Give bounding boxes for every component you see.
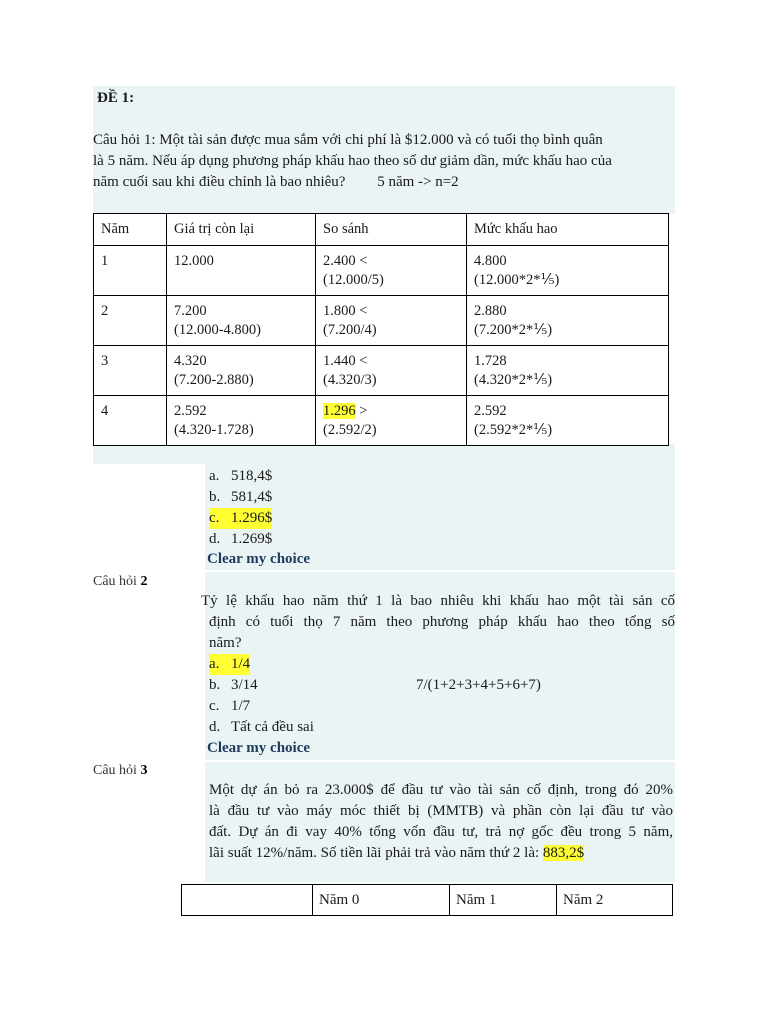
header-nam: Năm [94, 214, 167, 246]
q3-line1: Một dự án bỏ ra 23.000$ để đầu tư vào tài sản cố định, trong đó 20% [209, 782, 673, 798]
table-row [94, 296, 669, 346]
cell-gia-tri [167, 396, 316, 446]
comparison-sign: > [355, 403, 368, 419]
header-nam-0: Năm 0 [313, 885, 450, 916]
q3-number: 3 [140, 763, 148, 778]
table-row [94, 346, 669, 396]
q1-line1: Câu hỏi 1: Một tài sản được mua sắm với chi phí là $12.000 và có tuổi thọ bình quân [93, 132, 603, 148]
option-letter: a. [209, 468, 220, 484]
header-muc-khau-hao: Mức khấu hao [467, 214, 669, 246]
q1-line3-text: năm cuối sau khi điều chỉnh là bao nhiêu? [93, 174, 346, 190]
option-text: 518,4$ [231, 468, 273, 484]
cell-calc: (7.200*2*⅕) [474, 322, 553, 338]
cell-calc: (12.000/5) [323, 272, 384, 288]
q2-line3: năm? [209, 635, 242, 651]
cell-so-sanh [316, 346, 467, 396]
option-text: 581,4$ [231, 489, 273, 505]
q3-line3: đất. Dự án đi vay 40% tổng vốn đầu tư, trả nợ gốc đều trong 5 năm, [209, 824, 673, 840]
header-gia-tri: Giá trị còn lại [167, 214, 316, 246]
cell-calc: (12.000-4.800) [174, 322, 261, 338]
q2-label [93, 572, 147, 592]
q1-option-a[interactable] [209, 466, 272, 487]
option-letter: a. [209, 656, 220, 672]
option-letter: c. [209, 510, 220, 526]
loan-table [181, 884, 673, 916]
option-text: Tất cả đều sai [231, 719, 314, 735]
q3-line2: là đầu tư vào máy móc thiết bị (MMTB) và phần còn lại đầu tư vào [209, 803, 673, 819]
cell-muc-khau-hao [467, 246, 669, 296]
cell-value: 2.400 < [323, 253, 368, 269]
cell-gia-tri [167, 246, 316, 296]
cell-gia-tri [167, 296, 316, 346]
q1-options-panel [93, 444, 675, 464]
cell-value: 1.728 [474, 353, 507, 369]
page-title: ĐỀ 1: [97, 90, 135, 106]
header-nam-2: Năm 2 [557, 885, 673, 916]
q3-answer: 883,2$ [542, 845, 585, 861]
cell-so-sanh [316, 296, 467, 346]
cell-calc: (12.000*2*⅕) [474, 272, 560, 288]
cell-muc-khau-hao [467, 296, 669, 346]
q2-line2: định có tuổi thọ 7 năm theo phương pháp khấu hao theo tổng số [209, 614, 675, 630]
cell-calc: (2.592*2*⅕) [474, 422, 553, 438]
option-text: 1.296$ [231, 510, 273, 526]
cell-value: 1.800 < [323, 303, 368, 319]
q2-number: 2 [140, 574, 148, 589]
cell-so-sanh [316, 246, 467, 296]
option-text: 1/4 [231, 656, 251, 672]
cell-value: 1.440 < [323, 353, 368, 369]
cell-nam: 3 [94, 346, 167, 396]
cell-calc: (2.592/2) [323, 422, 377, 438]
cell-value: 4.800 [474, 253, 507, 269]
option-letter: d. [209, 531, 221, 547]
q1-option-c[interactable] [209, 508, 272, 529]
table-row [94, 246, 669, 296]
q3-line4-text: lãi suất 12%/năm. Số tiền lãi phải trả vào năm thứ 2 là: [209, 845, 543, 861]
header-blank [182, 885, 313, 916]
q1-note: 5 năm -> n=2 [377, 174, 459, 190]
q2-line1: Tỷ lệ khấu hao năm thứ 1 là bao nhiêu khi khấu hao một tài sản cố [201, 593, 675, 609]
cell-calc: (7.200/4) [323, 322, 377, 338]
cell-value: 2.880 [474, 303, 507, 319]
option-letter: b. [209, 677, 221, 693]
cell-muc-khau-hao [467, 346, 669, 396]
cell-nam: 2 [94, 296, 167, 346]
option-letter: d. [209, 719, 221, 735]
cell-value: 12.000 [174, 253, 214, 269]
option-text: 1.269$ [231, 531, 273, 547]
q1-option-d[interactable] [209, 529, 272, 550]
q2-note: 7/(1+2+3+4+5+6+7) [416, 677, 541, 693]
cell-nam: 1 [94, 246, 167, 296]
cell-value [323, 402, 459, 421]
cell-value: 7.200 [174, 303, 207, 319]
q2-label-text: Câu hỏi [93, 574, 141, 589]
cell-value: 4.320 [174, 353, 207, 369]
q3-label-text: Câu hỏi [93, 763, 141, 778]
q1-clear-choice-link[interactable]: Clear my choice [207, 551, 311, 567]
option-text: 3/14 [231, 677, 258, 693]
highlighted-value: 1.296 [323, 403, 356, 419]
cell-calc: (4.320*2*⅕) [474, 372, 553, 388]
q2-option-d[interactable] [209, 717, 314, 738]
cell-gia-tri [167, 346, 316, 396]
table-header-row [182, 885, 673, 916]
q1-option-b[interactable] [209, 487, 272, 508]
cell-so-sanh [316, 396, 467, 446]
q2-option-a[interactable] [209, 654, 250, 675]
cell-nam: 4 [94, 396, 167, 446]
cell-value: 2.592 [174, 403, 207, 419]
table-row [94, 396, 669, 446]
q3-label [93, 761, 147, 781]
header-so-sanh: So sánh [316, 214, 467, 246]
q2-option-b[interactable] [209, 675, 258, 696]
option-letter: b. [209, 489, 221, 505]
cell-calc: (4.320-1.728) [174, 422, 254, 438]
cell-calc: (7.200-2.880) [174, 372, 254, 388]
cell-calc: (4.320/3) [323, 372, 377, 388]
cell-value: 2.592 [474, 403, 507, 419]
option-letter: c. [209, 698, 220, 714]
q1-line2: là 5 năm. Nếu áp dụng phương pháp khấu hao theo số dư giảm dần, mức khấu hao của [93, 153, 612, 169]
q3-line4 [209, 843, 584, 864]
cell-muc-khau-hao [467, 396, 669, 446]
q2-clear-choice-link[interactable]: Clear my choice [207, 740, 311, 756]
q2-option-c[interactable] [209, 696, 250, 717]
header-nam-1: Năm 1 [450, 885, 557, 916]
depreciation-table [93, 213, 669, 446]
table-header-row [94, 214, 669, 246]
option-text: 1/7 [231, 698, 251, 714]
q1-line3 [93, 172, 459, 193]
